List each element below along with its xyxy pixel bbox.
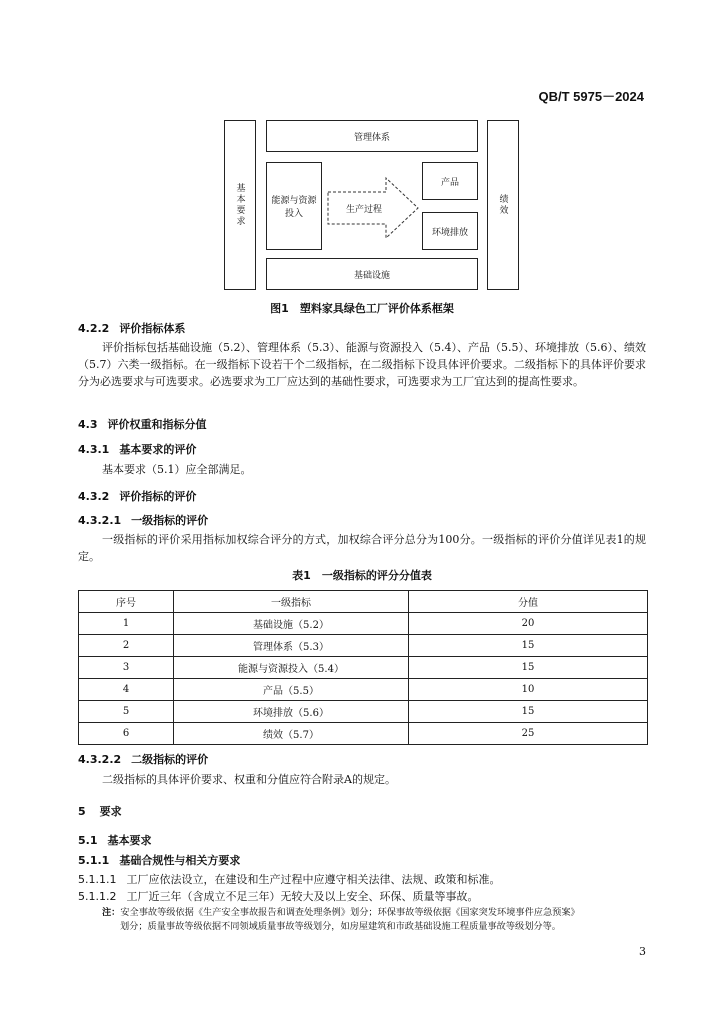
section-title: 要求 [99, 805, 122, 818]
note-line-1: 安全事故等级依据《生产安全事故报告和调查处理条例》划分；环保事故等级依据《国家突发环境事件应急预案》 [120, 907, 580, 918]
energy-box: 能源与资源投入 [266, 162, 322, 250]
heading-4-3-2 [78, 488, 196, 504]
header-cell: 序号 [79, 591, 174, 613]
table-cell: 15 [409, 701, 648, 723]
section-title: 二级指标的评价 [131, 753, 209, 766]
table-cell: 管理体系（5.3） [174, 635, 409, 657]
section-number: 5 [78, 805, 86, 818]
heading-5 [78, 803, 122, 819]
section-title: 基础合规性与相关方要求 [119, 854, 241, 867]
process-label: 生产过程 [345, 205, 382, 215]
clause-number: 5.1.1.2 [78, 890, 117, 903]
table-cell: 25 [409, 723, 648, 745]
table-cell: 产品（5.5） [174, 679, 409, 701]
standard-number: QB/T 5975－2024 [538, 89, 644, 104]
clause-number: 5.1.1.1 [78, 873, 117, 886]
table-cell: 基础设施（5.2） [174, 613, 409, 635]
note-label: 注： [102, 907, 121, 918]
heading-4-2-2 [78, 320, 185, 336]
table-header-row [79, 591, 648, 613]
header-cell: 一级指标 [174, 591, 409, 613]
table-row [79, 701, 648, 723]
page-number: 3 [639, 945, 646, 958]
section-title: 一级指标的评价 [131, 514, 209, 527]
product-box: 产品 [422, 162, 478, 200]
table-cell: 5 [79, 701, 174, 723]
table-cell: 20 [409, 613, 648, 635]
table-row [79, 635, 648, 657]
performance-box [487, 120, 519, 290]
paragraph-4-3-1: 基本要求（5.1）应全部满足。 [102, 463, 252, 476]
clause-text: 工厂近三年（含成立不足三年）无较大及以上安全、环保、质量等事故。 [126, 890, 479, 903]
section-number: 4.2.2 [78, 322, 110, 335]
table-cell: 能源与资源投入（5.4） [174, 657, 409, 679]
env-box: 环境排放 [422, 212, 478, 250]
clause-5-1-1-1 [78, 871, 646, 888]
basic-req-label: 基本要求 [234, 183, 245, 227]
section-number: 4.3.1 [78, 443, 110, 456]
table-cell: 10 [409, 679, 648, 701]
figure-caption: 图1 塑料家具绿色工厂评价体系框架 [270, 302, 454, 315]
table-cell: 15 [409, 635, 648, 657]
clause-text: 工厂应依法设立，在建设和生产过程中应遵守相关法律、法规、政策和标准。 [126, 873, 501, 886]
table-caption: 表1 一级指标的评分分值表 [292, 569, 432, 582]
heading-4-3 [78, 416, 207, 432]
section-number: 4.3 [78, 418, 98, 431]
note-block [102, 906, 650, 934]
table-row [79, 613, 648, 635]
table-cell: 15 [409, 657, 648, 679]
table-row [79, 657, 648, 679]
heading-5-1-1 [78, 852, 240, 868]
section-title: 评价权重和指标分值 [107, 418, 207, 431]
section-number: 4.3.2.1 [78, 514, 122, 527]
paragraph-4-2-2: 评价指标包括基础设施（5.2）、管理体系（5.3）、能源与资源投入（5.4）、产品（5.5）、环境排放（5.6）、绩效（5.7）六类一级指标。在一级指标下设若干个二级指标，在二级指标下设具体评价要求。二级指标下的具体评价要求分为必选要求与可选要求。必选要求为工厂应达到的基础性要求，可选要求为工厂宜达到的提高性要求。 [78, 341, 646, 388]
heading-5-1 [78, 832, 152, 848]
heading-4-3-1 [78, 441, 196, 457]
table-cell: 1 [79, 613, 174, 635]
section-number: 4.3.2 [78, 490, 110, 503]
basic-req-box [224, 120, 256, 290]
table-cell: 2 [79, 635, 174, 657]
score-table [78, 590, 648, 745]
section-title: 基本要求的评价 [119, 443, 197, 456]
heading-4-3-2-1 [78, 512, 208, 528]
table-row [79, 723, 648, 745]
table-row [79, 679, 648, 701]
mgmt-box: 管理体系 [266, 120, 478, 152]
table-cell: 绩效（5.7） [174, 723, 409, 745]
table-cell: 4 [79, 679, 174, 701]
table-cell: 3 [79, 657, 174, 679]
section-title: 评价指标的评价 [119, 490, 197, 503]
section-number: 5.1.1 [78, 854, 110, 867]
section-title: 评价指标体系 [119, 322, 186, 335]
header-cell: 分值 [409, 591, 648, 613]
framework-diagram [224, 120, 519, 290]
paragraph-4-3-2-1: 一级指标的评价采用指标加权综合评分的方式，加权综合评分总分为100分。一级指标的评价分值详见表1的规定。 [78, 533, 646, 563]
section-number: 4.3.2.2 [78, 753, 122, 766]
table-cell: 环境排放（5.6） [174, 701, 409, 723]
performance-label: 绩效 [497, 194, 508, 216]
infra-box: 基础设施 [266, 258, 478, 290]
table-cell: 6 [79, 723, 174, 745]
section-title: 基本要求 [107, 834, 152, 847]
paragraph-4-3-2-2: 二级指标的具体评价要求、权重和分值应符合附录A的规定。 [102, 773, 396, 786]
section-number: 5.1 [78, 834, 98, 847]
note-line-2: 划分；质量事故等级依据不同领域质量事故等级划分，如房屋建筑和市政基础设施工程质量事故等级划分等。 [120, 921, 561, 932]
clause-5-1-1-2 [78, 888, 646, 905]
heading-4-3-2-2 [78, 751, 208, 767]
